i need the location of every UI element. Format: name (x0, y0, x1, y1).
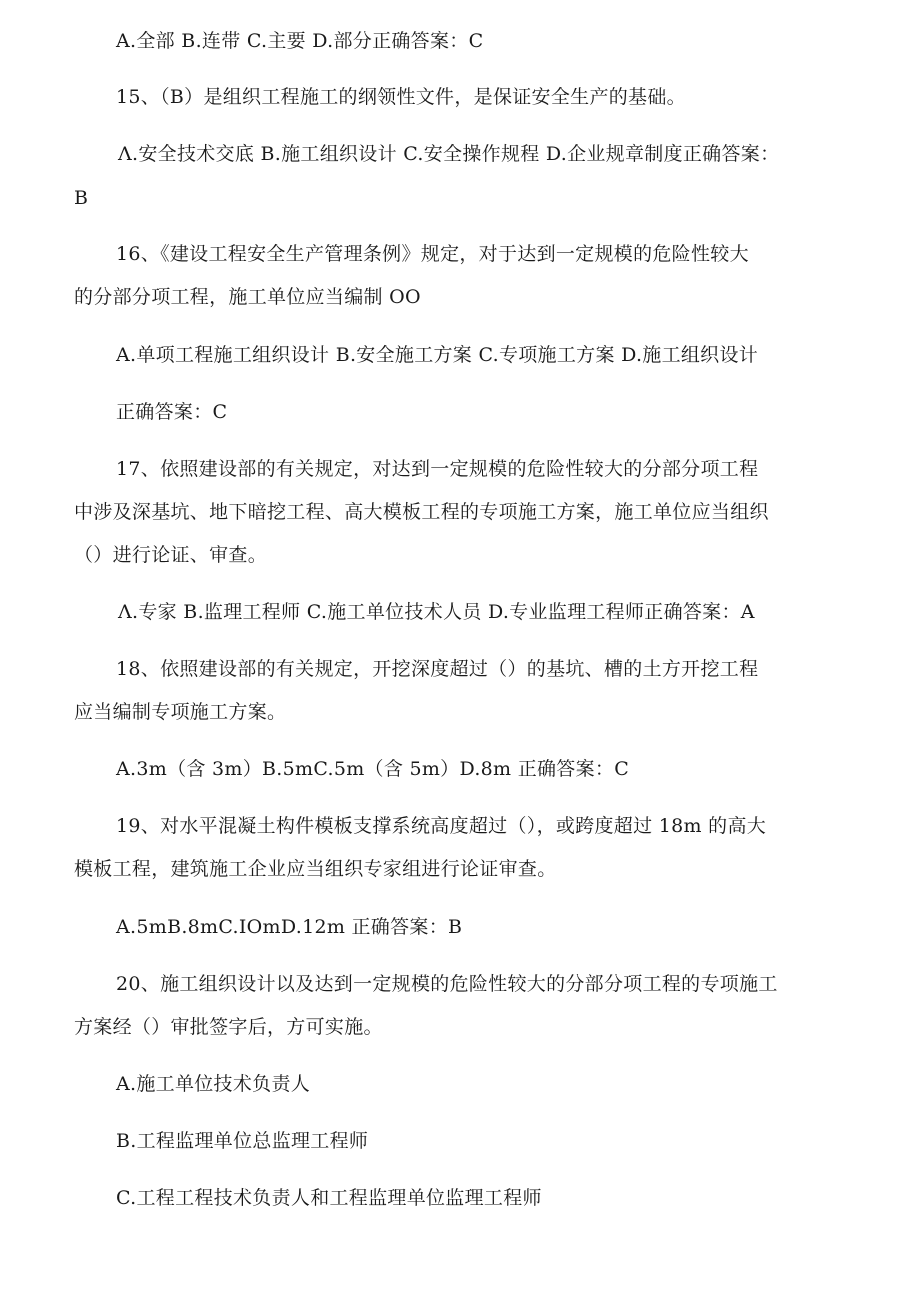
q15-answer-wrap: B (74, 187, 89, 209)
q20-option-b: B.工程监理单位总监理工程师 (116, 1130, 369, 1152)
q17-question-line3: （）进行论证、审查。 (74, 544, 268, 566)
q14-options-line: A.全部 B.连带 C.主要 D.部分正确答案：C (116, 30, 484, 52)
q18-options-line: A.3m（含 3m）B.5mC.5m（含 5m）D.8m 正确答案：C (116, 758, 630, 780)
q16-question-line1: 16、《建设工程安全生产管理条例》规定，对于达到一定规模的危险性较大 (116, 243, 749, 265)
q18-question-line1: 18、依照建设部的有关规定，开挖深度超过（）的基坑、槽的土方开挖工程 (116, 658, 759, 680)
q20-option-a: A.施工单位技术负责人 (116, 1073, 311, 1095)
q20-question-line2: 方案经（）审批签字后，方可实施。 (74, 1016, 383, 1038)
q15-question: 15、（B）是组织工程施工的纲领性文件，是保证安全生产的基础。 (116, 86, 686, 108)
q16-options-line: A.单项工程施工组织设计 B.安全施工方案 C.专项施工方案 D.施工组织设计 (116, 344, 759, 366)
q17-question-line2: 中涉及深基坑、地下暗挖工程、高大模板工程的专项施工方案，施工单位应当组织 (74, 501, 769, 523)
q20-question-line1: 20、施工组织设计以及达到一定规模的危险性较大的分部分项工程的专项施工 (116, 973, 778, 995)
q15-options-line: Λ.安全技术交底 B.施工组织设计 C.安全操作规程 D.企业规章制度正确答案： (118, 143, 780, 165)
q20-option-c: C.工程工程技术负责人和工程监理单位监理工程师 (116, 1187, 542, 1209)
q19-question-line1: 19、对水平混凝土构件模板支撑系统高度超过（），或跨度超过 18m 的高大 (116, 815, 767, 837)
q16-question-line2: 的分部分项工程，施工单位应当编制 OO (74, 286, 421, 308)
q19-question-line2: 模板工程，建筑施工企业应当组织专家组进行论证审查。 (74, 858, 557, 880)
q18-question-line2: 应当编制专项施工方案。 (74, 701, 287, 723)
q17-question-line1: 17、依照建设部的有关规定，对达到一定规模的危险性较大的分部分项工程 (116, 458, 759, 480)
q19-options-line: A.5mB.8mC.IOmD.12m 正确答案：B (116, 916, 463, 938)
q16-answer: 正确答案：C (116, 401, 228, 423)
q17-options-line: Λ.专家 B.监理工程师 C.施工单位技术人员 D.专业监理工程师正确答案：A (118, 601, 755, 623)
